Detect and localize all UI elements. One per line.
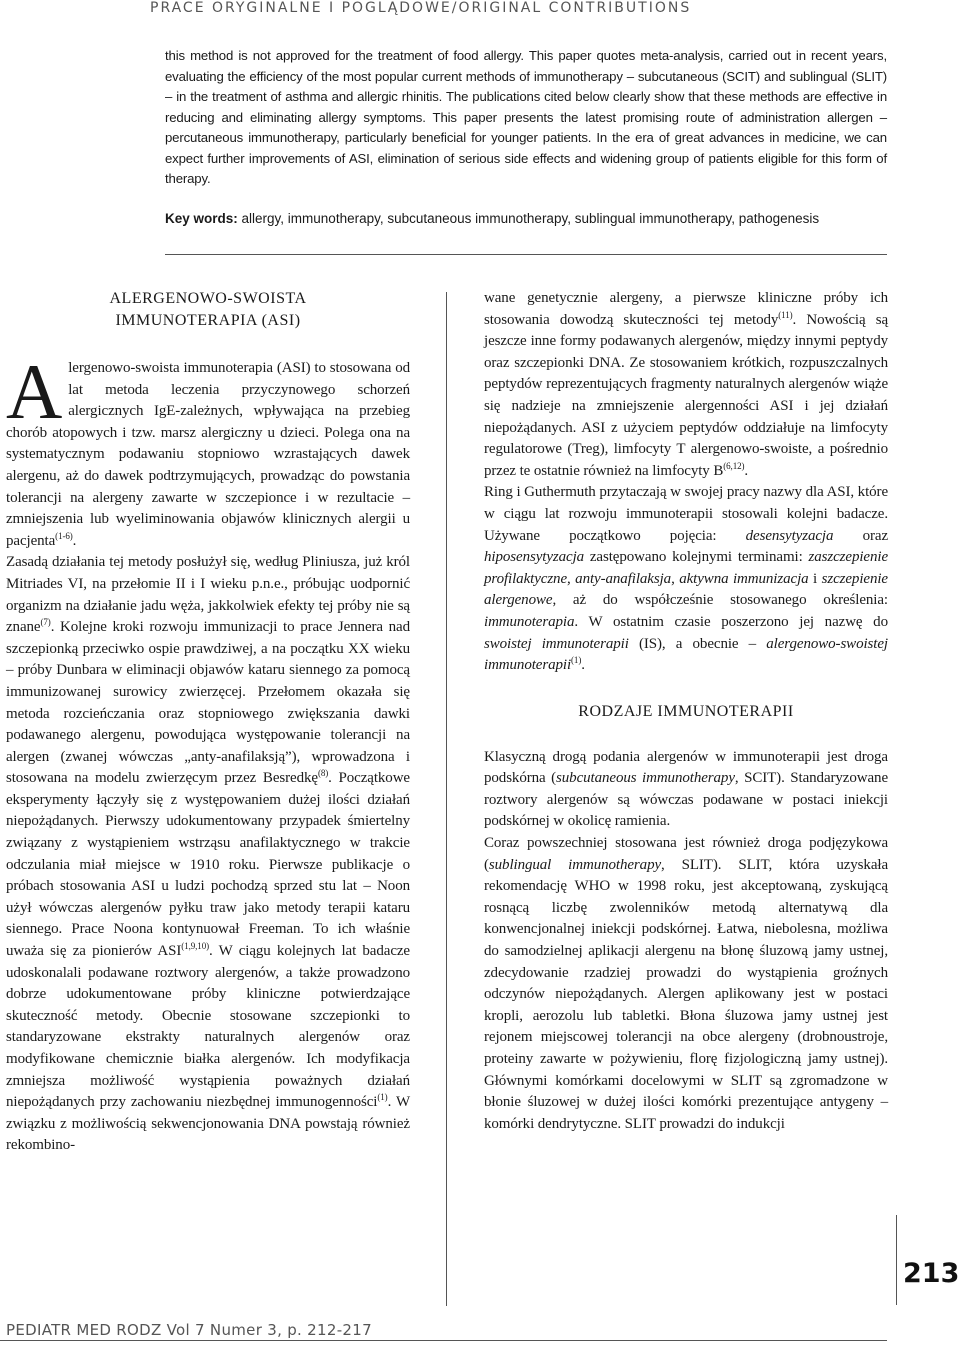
paragraph-text: Klasyczną drogą podania alergenów w immunoterapii jest droga podskórna ( [484,748,888,787]
paragraph-text: oraz [833,527,889,544]
heading-line-1: ALERGENOWO-SWOISTA [109,290,307,307]
citation-ref: (1) [571,655,582,666]
paragraph-text: zastępowano kolejnymi terminami: [584,549,809,566]
italic-term: desensytyzacja [745,527,834,544]
drop-cap: A [6,348,63,435]
section-heading-asi [6,288,410,332]
italic-term: szczepienie alergenowe [484,570,888,609]
footer-citation: PEDIATR MED RODZ Vol 7 Numer 3, p. 212-217 [6,1321,372,1339]
paragraph-text: . W ostatnim czasie poszerzono jej nazwę do [574,613,888,630]
paragraph-slit [484,833,888,1135]
paragraph-text: , SCIT). Standaryzowane roztwory alergenów są wówczas podawane w postaci iniekcji podskórnej w okolicę ramienia. [484,770,888,830]
bottom-divider [0,1340,887,1341]
italic-term: immunoterapia [484,613,575,630]
heading-line-2: IMMUNOTERAPIA (ASI) [115,312,301,329]
italic-term: swoistej immunoterapii [484,635,629,652]
paragraph-text: wane genetycznie alergeny, a pierwsze kliniczne próby ich stosowania dowodzą skuteczności tej metody [484,290,888,328]
page-number-divider [896,1215,897,1305]
paragraph-text: , SLIT). SLIT, która uzyskała rekomendację WHO w 1998 roku, jest akceptowaną, zyskującą rosnącą liczbę zwolenników metodą alternatywą dla konwencjonalnej iniekcji podskórnej. Łatwa, niebolesna, możliwa do samodzielnej aplikacji alergenu na błonę śluzową jamy ustnej, zdecydowanie rzadziej prowadzi do wystąpienia groźnych odczynów niepożądanych. Alergen aplikowany jest w postaci kropli, aerozolu lub tabletki. Błona śluzowa jamy ustnej jest rejonem miejscowej tolerancji na obce alergeny (drobnoustroje, proteiny zawarte w pożywieniu, florę fizjologiczną jamy ustnej). Głównymi komórkami docelowymi w SLIT są zgromadzone w błonie śluzowej w dużej ilości komórki prezentujące antygeny – komórki dendrytyczne. SLIT prowadzi do indukcji [484,856,888,1132]
left-column [6,288,410,1157]
abstract-text: this method is not approved for the treatment of food allergy. This paper quotes meta-analysis, carried out in recent years, evaluating the efficiency of the most popular current methods of immunotherapy – subcutaneous (SCIT) and sublingual (SLIT) – in the treatment of asthma and allergic rhinitis. The publications cited below clearly show that these methods are effective in reducing and eliminating allergy symptoms. This paper presents the latest promising route of administration allergen – percutaneous immunotherapy, particularly beneficial for younger patients. In the era of great advances in medicine, we can expect further improvements of ASI, elimination of serious side effects and widening group of patients eligible for this form of therapy. [165,48,887,186]
citation-ref: (1,9,10) [181,941,209,952]
paragraph-text: . W związku z możliwością sekwencjonowania DNA powstają również rekombino- [6,1094,410,1154]
keywords [165,209,887,229]
running-head: PRACE ORYGINALNE I POGLĄDOWE/ORIGINAL CONTRIBUTIONS [150,0,692,16]
paragraph-intro [6,348,410,552]
paragraph-text: lergenowo-swoista immunoterapia (ASI) to stosowana od lat metoda leczenia przyczynowego schorzeń alergicznych IgE-zależnych, wpływająca na przebieg chorób atopowych i tzw. marsz alergiczny u dzieci. Polega ona na systematycznym podawaniu stopniowo wzrastających dawek alergenu, aż do dawek podtrzymujących, prowadząc do powstania tolerancji na alergeny zawarte w szczepionce i w rezultacie – zmniejszenia lub wyeliminowania objawów klinicznych alergii u pacjenta [6,360,410,549]
citation-ref: (1) [377,1092,388,1103]
paragraph-text: , [671,570,680,587]
paragraph-history [6,552,410,1157]
paragraph-text: Ring i Guthermuth przytaczają w swojej pracy nazwy dla ASI, które w ciągu lat rozwoju immunoterapii stosowali kolejni badacze. Używane początkowo pojęcia: [484,484,888,544]
column-divider [446,292,447,1306]
paragraph-text: (IS), a obecnie – [628,635,767,652]
section-heading-types: RODZAJE IMMUNOTERAPII [578,702,794,720]
keywords-list: allergy, immunotherapy, subcutaneous immunotherapy, sublingual immunotherapy, pathogenesis [237,211,820,226]
paragraph-terminology [484,482,888,676]
citation-ref: (11) [778,309,793,320]
paragraph-text: . Nowością są jeszcze inne formy podawanych alergenów, między innymi peptydy oraz szczepionki DNA. Ze stosowaniem krótkich, rozpuszczalnych peptydów reprezentujących fragmenty naturalnych alergenów wiąże się nadzieje na zmniejszenie alergenności ASI i jej działań niepożądanych. ASI z użyciem peptydów oddziałuje na limfocyty regulatorowe (Treg), limfocyty T alergenowo-swoiste, a pośrednio przez te ostatnie również na limfocyty B [484,311,888,479]
citation-ref: (7) [40,617,51,628]
paragraph-text: . Kolejne kroki rozwoju immunizacji to prace Jennera nad szczepionką przeciwko ospie prawdziwej, a na początku XX wieku – próby Dunbara w eliminacji objawów kataru siennego za pomocą immunizowanej surowicy zwierzęcej. Przełomem okazała się metoda rozcieńczania oraz stopniowego zwiększania dawki podawanego alergenu, powodująca występowanie tolerancji na alergen (zwanej wówczas „anty-anafilaksją”), wprowadzona i stosowana na modelu zwierzęcym przez Besredkę [6,619,410,787]
italic-term: sublingual immunotherapy [488,856,662,873]
right-column [484,288,888,1135]
italic-term: subcutaneous immunotherapy [556,770,735,787]
paragraph-text: , [567,570,576,587]
italic-term: zaszczepienie profilaktyczne [484,549,888,587]
paragraph-text: , aż do współcześnie stosowanego określenia: [552,592,888,609]
paragraph-recombinant [484,288,888,482]
top-divider [165,254,887,255]
citation-ref: (8) [317,768,329,779]
paragraph-text: i [808,570,822,587]
italic-term: aktywna immunizacja [679,570,809,587]
citation-ref: (6,12) [723,460,745,471]
citation-ref: (1-6) [55,530,73,541]
paragraph-text: . Początkowe eksperymenty łączyły się z występowaniem dużej ilości działań niepożądanych. Pierwszy udokumentowany przypadek śmiertelny związany z wystąpieniem wstrząsu anafilaktycznego w trakcie odczulania miał miejsce w 1910 roku. Pierwsze publikacje o próbach stosowania ASI u ludzi pochodzą sprzed stu lat – Noon użył wówczas alergenów pyłku traw jako metody terapii kataru siennego. Prace Noona kontynuował Freeman. To ich właśnie uważa się za pionierów ASI [6,770,410,960]
paragraph-text: . [581,657,585,674]
keywords-label: Key words: [165,211,238,226]
page-number: 213 [903,1258,960,1289]
paragraph-text: Coraz powszechniej stosowana jest również droga podjęzykowa ( [484,835,888,873]
paragraph-text: . W ciągu kolejnych lat badacze udoskonalali podawane roztwory alergenów, a także prowadzono dobrze udokumentowane próby kliniczne potwierdzające skuteczność metody. Obecnie stosowane szczepionki to standaryzowane ekstrakty naturalnych alergenów oraz modyfikowane chemicznie białka alergenów. Ich modyfikacja zmniejsza możliwość wystąpienia poważnych działań niepożądanych przy zachowaniu niezbędnej immunogenności [6,943,410,1111]
italic-term: alergenowo-swoistej immunoterapii [484,635,888,674]
paragraph-text: . [744,462,749,479]
italic-term: hiposensytyzacja [484,549,585,566]
paragraph-scit [484,747,888,833]
italic-term: anty-anafilaksja [575,570,672,587]
paragraph-text: . [72,532,77,549]
paragraph-text: Zasadą działania tej metody posłużył się, według Pliniusza, już król Mitriades VI, na przełomie II i I wieku p.n.e., próbując uodpornić organizm na działanie jadu węża, jakkolwiek efekty tej próby nie są znane [6,554,410,636]
